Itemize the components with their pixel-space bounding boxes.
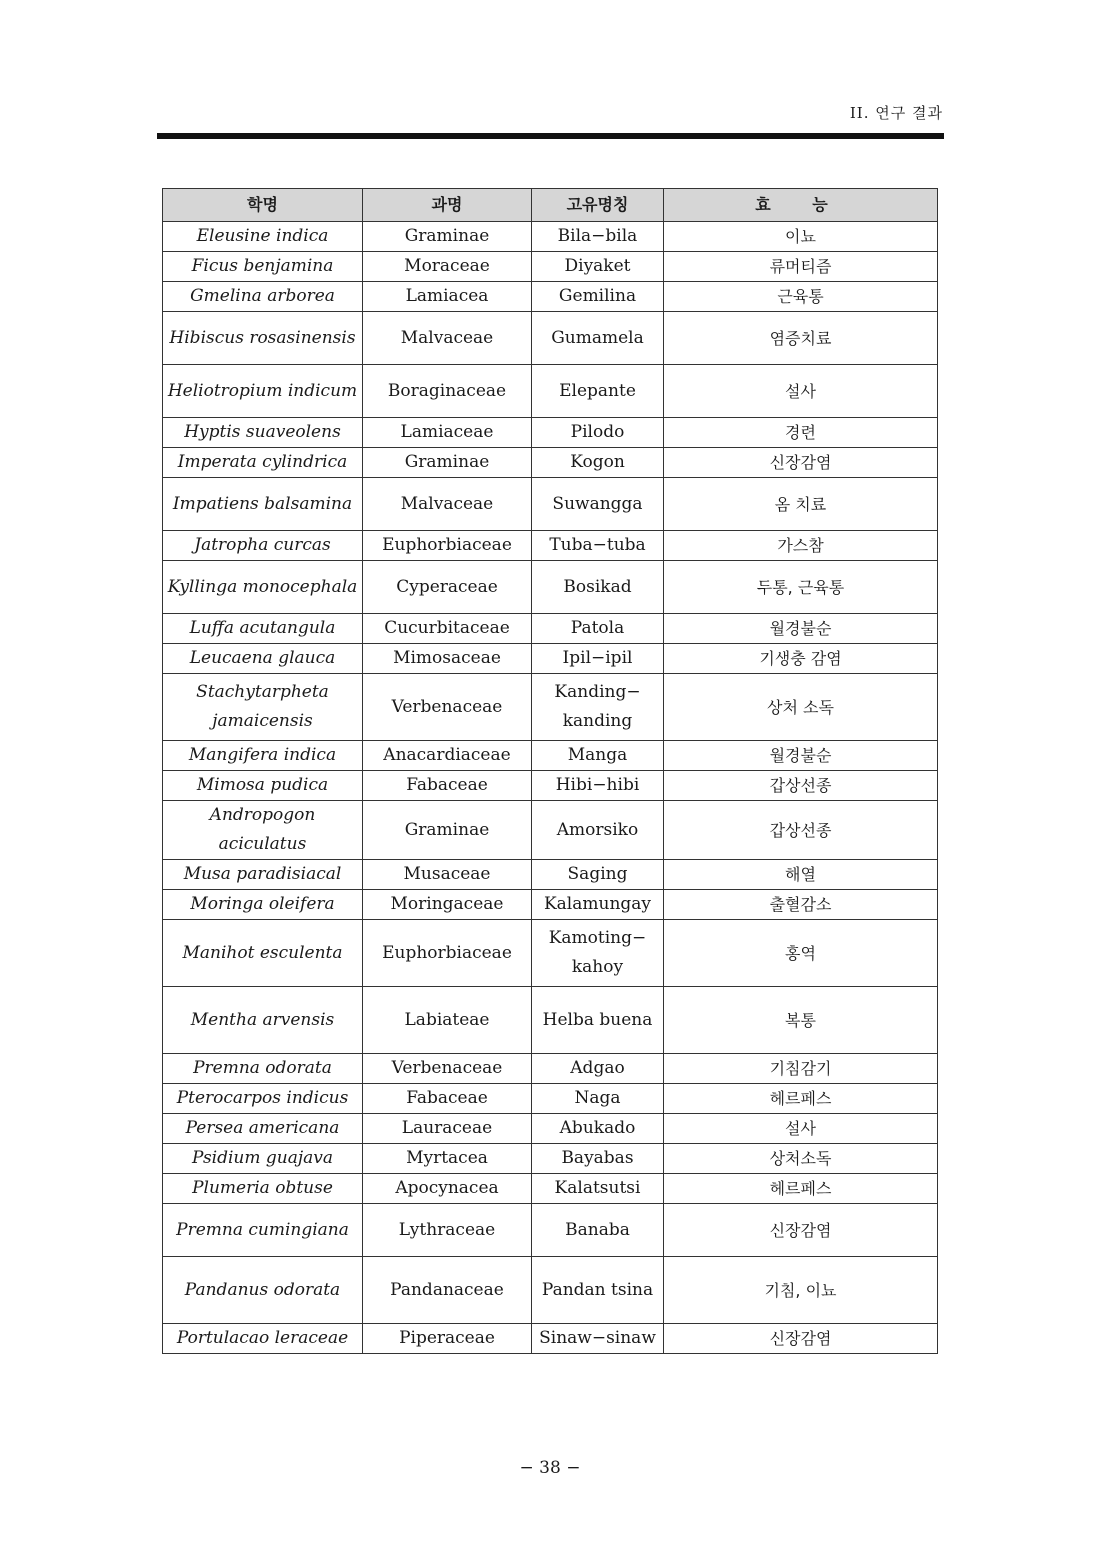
page-number: − 38 − xyxy=(519,1458,581,1478)
section-header: II. 연구 결과 xyxy=(849,104,943,122)
table-row xyxy=(163,365,938,418)
local-name-cell: Banaba xyxy=(532,1204,664,1257)
family-cell: Cucurbitaceae xyxy=(363,614,532,644)
column-header-scientific-name: 학명 xyxy=(163,189,363,222)
column-header-effect: 효 능 xyxy=(664,189,938,222)
effect-cell: 이뇨 xyxy=(664,222,938,252)
table-row xyxy=(163,478,938,531)
family-cell: Moringaceae xyxy=(363,890,532,920)
effect-cell: 월경불순 xyxy=(664,741,938,771)
column-header-local-name: 고유명칭 xyxy=(532,189,664,222)
local-name-cell: Bosikad xyxy=(532,561,664,614)
scientific-name-cell: Mangifera indica xyxy=(163,741,363,771)
effect-cell: 갑상선종 xyxy=(664,801,938,860)
family-cell: Malvaceae xyxy=(363,312,532,365)
scientific-name-cell: Impatiens balsamina xyxy=(163,478,363,531)
local-name-cell: Ipil−ipil xyxy=(532,644,664,674)
local-name-cell: Elepante xyxy=(532,365,664,418)
effect-cell: 해열 xyxy=(664,860,938,890)
local-name-cell: Suwangga xyxy=(532,478,664,531)
scientific-name-cell: Leucaena glauca xyxy=(163,644,363,674)
local-name-cell: Abukado xyxy=(532,1114,664,1144)
local-name-cell: Kamoting− kahoy xyxy=(532,920,664,987)
scientific-name-cell: Pterocarpos indicus xyxy=(163,1084,363,1114)
family-cell: Myrtacea xyxy=(363,1144,532,1174)
family-cell: Graminae xyxy=(363,222,532,252)
effect-cell: 가스참 xyxy=(664,531,938,561)
table-row xyxy=(163,1084,938,1114)
local-name-cell: Kanding− kanding xyxy=(532,674,664,741)
local-name-cell: Patola xyxy=(532,614,664,644)
effect-cell: 설사 xyxy=(664,1114,938,1144)
effect-cell: 홍역 xyxy=(664,920,938,987)
table-row xyxy=(163,614,938,644)
family-cell: Lamiaceae xyxy=(363,418,532,448)
table-row xyxy=(163,1324,938,1354)
effect-cell: 월경불순 xyxy=(664,614,938,644)
local-name-cell: Bayabas xyxy=(532,1144,664,1174)
table-row xyxy=(163,674,938,741)
local-name-cell: Manga xyxy=(532,741,664,771)
scientific-name-cell: Mentha arvensis xyxy=(163,987,363,1054)
local-name-cell: Kogon xyxy=(532,448,664,478)
scientific-name-cell: Heliotropium indicum xyxy=(163,365,363,418)
local-name-cell: Tuba−tuba xyxy=(532,531,664,561)
local-name-cell: Gumamela xyxy=(532,312,664,365)
local-name-cell: Kalatsutsi xyxy=(532,1174,664,1204)
scientific-name-cell: Kyllinga monocephala xyxy=(163,561,363,614)
table-row xyxy=(163,1144,938,1174)
table-header-row xyxy=(163,189,938,222)
table-row xyxy=(163,920,938,987)
table-row xyxy=(163,1204,938,1257)
table-row xyxy=(163,418,938,448)
effect-cell: 옴 치료 xyxy=(664,478,938,531)
local-name-cell: Hibi−hibi xyxy=(532,771,664,801)
scientific-name-cell: Plumeria obtuse xyxy=(163,1174,363,1204)
effect-cell: 신장감염 xyxy=(664,1324,938,1354)
scientific-name-cell: Premna odorata xyxy=(163,1054,363,1084)
effect-cell: 설사 xyxy=(664,365,938,418)
family-cell: Fabaceae xyxy=(363,1084,532,1114)
family-cell: Verbenaceae xyxy=(363,1054,532,1084)
effect-cell: 기생충 감염 xyxy=(664,644,938,674)
effect-cell: 신장감염 xyxy=(664,448,938,478)
effect-cell: 두통, 근육통 xyxy=(664,561,938,614)
table-row xyxy=(163,448,938,478)
family-cell: Lythraceae xyxy=(363,1204,532,1257)
table-row xyxy=(163,282,938,312)
table-row xyxy=(163,252,938,282)
effect-cell: 기침감기 xyxy=(664,1054,938,1084)
family-cell: Euphorbiaceae xyxy=(363,531,532,561)
family-cell: Piperaceae xyxy=(363,1324,532,1354)
local-name-cell: Helba buena xyxy=(532,987,664,1054)
scientific-name-cell: Hyptis suaveolens xyxy=(163,418,363,448)
scientific-name-cell: Eleusine indica xyxy=(163,222,363,252)
table-row xyxy=(163,312,938,365)
family-cell: Verbenaceae xyxy=(363,674,532,741)
table-row xyxy=(163,860,938,890)
family-cell: Labiateae xyxy=(363,987,532,1054)
local-name-cell: Pandan tsina xyxy=(532,1257,664,1324)
scientific-name-cell: Pandanus odorata xyxy=(163,1257,363,1324)
effect-cell: 근육통 xyxy=(664,282,938,312)
family-cell: Musaceae xyxy=(363,860,532,890)
scientific-name-cell: Moringa oleifera xyxy=(163,890,363,920)
family-cell: Graminae xyxy=(363,448,532,478)
family-cell: Lamiacea xyxy=(363,282,532,312)
effect-cell: 염증치료 xyxy=(664,312,938,365)
family-cell: Lauraceae xyxy=(363,1114,532,1144)
table-row xyxy=(163,1114,938,1144)
scientific-name-cell: Manihot esculenta xyxy=(163,920,363,987)
local-name-cell: Adgao xyxy=(532,1054,664,1084)
family-cell: Cyperaceae xyxy=(363,561,532,614)
effect-cell: 복통 xyxy=(664,987,938,1054)
effect-cell: 상처 소독 xyxy=(664,674,938,741)
table-row xyxy=(163,741,938,771)
scientific-name-cell: Imperata cylindrica xyxy=(163,448,363,478)
scientific-name-cell: Hibiscus rosasinensis xyxy=(163,312,363,365)
table-row xyxy=(163,890,938,920)
family-cell: Anacardiaceae xyxy=(363,741,532,771)
scientific-name-cell: Mimosa pudica xyxy=(163,771,363,801)
scientific-name-cell: Psidium guajava xyxy=(163,1144,363,1174)
table-row xyxy=(163,531,938,561)
effect-cell: 갑상선종 xyxy=(664,771,938,801)
local-name-cell: Amorsiko xyxy=(532,801,664,860)
effect-cell: 헤르페스 xyxy=(664,1174,938,1204)
local-name-cell: Saging xyxy=(532,860,664,890)
family-cell: Fabaceae xyxy=(363,771,532,801)
effect-cell: 경련 xyxy=(664,418,938,448)
family-cell: Graminae xyxy=(363,801,532,860)
family-cell: Mimosaceae xyxy=(363,644,532,674)
scientific-name-cell: Ficus benjamina xyxy=(163,252,363,282)
family-cell: Boraginaceae xyxy=(363,365,532,418)
effect-cell: 헤르페스 xyxy=(664,1084,938,1114)
table-row xyxy=(163,1257,938,1324)
local-name-cell: Naga xyxy=(532,1084,664,1114)
effect-cell: 기침, 이뇨 xyxy=(664,1257,938,1324)
family-cell: Euphorbiaceae xyxy=(363,920,532,987)
medicinal-plants-table xyxy=(162,188,938,1354)
scientific-name-cell: Gmelina arborea xyxy=(163,282,363,312)
table-row xyxy=(163,1174,938,1204)
scientific-name-cell: Persea americana xyxy=(163,1114,363,1144)
family-cell: Malvaceae xyxy=(363,478,532,531)
family-cell: Moraceae xyxy=(363,252,532,282)
effect-cell: 상처소독 xyxy=(664,1144,938,1174)
effect-cell: 류머티즘 xyxy=(664,252,938,282)
table-row xyxy=(163,1054,938,1084)
local-name-cell: Kalamungay xyxy=(532,890,664,920)
effect-cell: 출혈감소 xyxy=(664,890,938,920)
scientific-name-cell: Stachytarpheta jamaicensis xyxy=(163,674,363,741)
local-name-cell: Pilodo xyxy=(532,418,664,448)
table-row xyxy=(163,801,938,860)
scientific-name-cell: Jatropha curcas xyxy=(163,531,363,561)
scientific-name-cell: Andropogon aciculatus xyxy=(163,801,363,860)
local-name-cell: Gemilina xyxy=(532,282,664,312)
table-row xyxy=(163,644,938,674)
local-name-cell: Bila−bila xyxy=(532,222,664,252)
family-cell: Pandanaceae xyxy=(363,1257,532,1324)
effect-cell: 신장감염 xyxy=(664,1204,938,1257)
scientific-name-cell: Musa paradisiacal xyxy=(163,860,363,890)
local-name-cell: Diyaket xyxy=(532,252,664,282)
scientific-name-cell: Luffa acutangula xyxy=(163,614,363,644)
family-cell: Apocynacea xyxy=(363,1174,532,1204)
scientific-name-cell: Portulacao leraceae xyxy=(163,1324,363,1354)
table-row xyxy=(163,987,938,1054)
table-row xyxy=(163,771,938,801)
header-rule xyxy=(157,133,944,139)
local-name-cell: Sinaw−sinaw xyxy=(532,1324,664,1354)
column-header-family: 과명 xyxy=(363,189,532,222)
table-body xyxy=(163,222,938,1354)
scientific-name-cell: Premna cumingiana xyxy=(163,1204,363,1257)
table-row xyxy=(163,222,938,252)
table-row xyxy=(163,561,938,614)
